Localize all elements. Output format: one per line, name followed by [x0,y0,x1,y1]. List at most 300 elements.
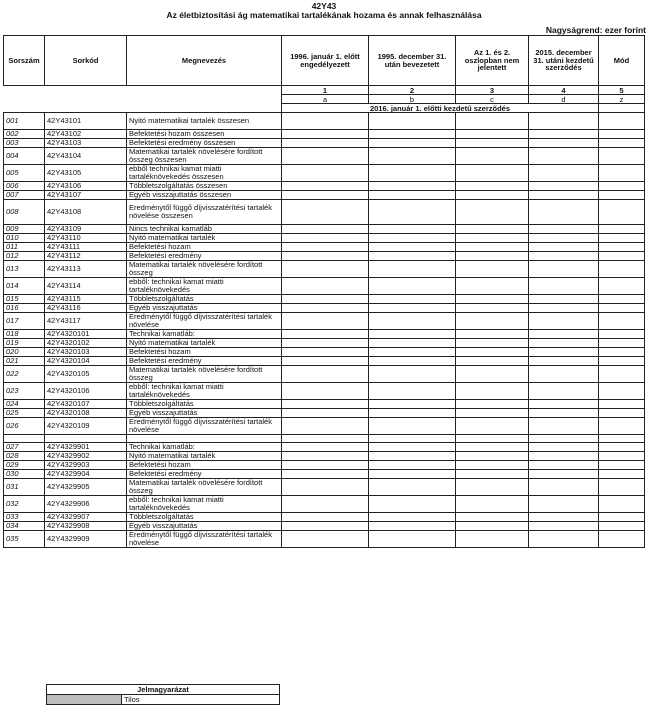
value-cell-mod[interactable] [599,243,645,252]
value-cell-col3[interactable] [456,452,529,461]
row-label: Befektetési hozam [127,348,282,357]
col-letter-z: z [599,95,645,104]
table-row [4,409,645,418]
value-cell-mod[interactable] [599,409,645,418]
value-cell-col3[interactable] [456,113,529,130]
value-cell-col2[interactable] [369,531,456,548]
header-sorszam: Sorszám [4,36,45,86]
value-cell-col1[interactable] [282,304,369,313]
value-cell-col1[interactable] [282,252,369,261]
table-row [4,139,645,148]
table-row [4,243,645,252]
value-cell-col4[interactable] [529,139,599,148]
row-code: 42Y4320109 [45,418,127,435]
row-number: 020 [4,348,45,357]
value-cell-col1[interactable] [282,418,369,435]
value-cell-col3[interactable] [456,295,529,304]
value-cell-col3[interactable] [456,139,529,148]
row-code: 42Y43114 [45,278,127,295]
col-number-5: 5 [599,86,645,95]
table-row [4,522,645,531]
value-cell-col4[interactable] [529,400,599,409]
value-cell-col4[interactable] [529,182,599,191]
row-number: 028 [4,452,45,461]
value-cell-col2[interactable] [369,130,456,139]
value-cell-col4[interactable] [529,443,599,452]
value-cell-col4[interactable] [529,130,599,139]
value-cell-mod[interactable] [599,522,645,531]
value-cell-col1[interactable] [282,234,369,243]
col-number-4: 4 [529,86,599,95]
value-cell-mod[interactable] [599,130,645,139]
header-sorkod: Sorkód [45,36,127,86]
value-cell-col3[interactable] [456,243,529,252]
row-number: 027 [4,443,45,452]
row-label: Eredménytől függő díjvisszatérítési tartalék növelése [127,531,282,548]
value-cell-col1[interactable] [282,261,369,278]
value-cell-col3[interactable] [456,182,529,191]
row-number: 019 [4,339,45,348]
table-row [4,278,645,295]
value-cell-col4[interactable] [529,261,599,278]
value-cell-col2[interactable] [369,261,456,278]
value-cell-col4[interactable] [529,304,599,313]
value-cell-col4[interactable] [529,496,599,513]
value-cell-col2[interactable] [369,470,456,479]
value-cell-col4[interactable] [529,531,599,548]
value-cell-col2[interactable] [369,295,456,304]
row-code: 42Y4320107 [45,400,127,409]
value-cell-mod[interactable] [599,470,645,479]
table-row [4,383,645,400]
value-cell-mod[interactable] [599,357,645,366]
value-cell-col1[interactable] [282,225,369,234]
value-cell-col2[interactable] [369,479,456,496]
table-row [4,234,645,243]
row-label: Befektetési eredmény [127,357,282,366]
table-row [4,182,645,191]
header-col3: Az 1. és 2. oszlopban nem jelentett [456,36,529,86]
value-cell-col2[interactable] [369,366,456,383]
table-row [4,113,645,130]
row-code: 42Y43106 [45,182,127,191]
value-cell-col4[interactable] [529,191,599,200]
value-cell-col2[interactable] [369,443,456,452]
row-label: ebből: technikai kamat miatti tartaléknövekedés [127,278,282,295]
value-cell-col1[interactable] [282,443,369,452]
row-number: 010 [4,234,45,243]
row-number: 004 [4,148,45,165]
value-cell-col4[interactable] [529,522,599,531]
section-title-mod [599,104,645,113]
value-cell-mod[interactable] [599,366,645,383]
table-row [4,461,645,470]
row-number: 015 [4,295,45,304]
legend-title: Jelmagyarázat [47,685,280,695]
header-megnevezes: Megnevezés [127,36,282,86]
spacer-cell [127,435,282,443]
legend [46,684,280,705]
value-cell-col3[interactable] [456,461,529,470]
row-number: 018 [4,330,45,339]
value-cell-col1[interactable] [282,531,369,548]
value-cell-col4[interactable] [529,200,599,225]
spacer-cell [282,435,369,443]
row-number: 035 [4,531,45,548]
value-cell-col4[interactable] [529,461,599,470]
row-code: 42Y43101 [45,113,127,130]
value-cell-col3[interactable] [456,409,529,418]
value-cell-col1[interactable] [282,139,369,148]
value-cell-col2[interactable] [369,357,456,366]
value-cell-col4[interactable] [529,148,599,165]
value-cell-col2[interactable] [369,496,456,513]
value-cell-col4[interactable] [529,409,599,418]
row-number: 024 [4,400,45,409]
row-code: 42Y43108 [45,200,127,225]
col-number-3: 3 [456,86,529,95]
value-cell-col4[interactable] [529,243,599,252]
data-table [3,35,645,548]
value-cell-col1[interactable] [282,383,369,400]
value-cell-col3[interactable] [456,383,529,400]
value-cell-col3[interactable] [456,531,529,548]
value-cell-col1[interactable] [282,409,369,418]
value-cell-col4[interactable] [529,252,599,261]
row-number: 033 [4,513,45,522]
value-cell-col1[interactable] [282,470,369,479]
row-code: 42Y4329905 [45,479,127,496]
spacer-row [4,435,645,443]
value-cell-col1[interactable] [282,295,369,304]
value-cell-col2[interactable] [369,339,456,348]
value-cell-col1[interactable] [282,522,369,531]
value-cell-col4[interactable] [529,383,599,400]
value-cell-col3[interactable] [456,234,529,243]
table-row [4,348,645,357]
value-cell-mod[interactable] [599,234,645,243]
value-cell-col4[interactable] [529,165,599,182]
row-code: 42Y4329903 [45,461,127,470]
value-cell-col3[interactable] [456,470,529,479]
row-label: Eredménytől függő díjvisszatérítési tartalék növelése [127,313,282,330]
value-cell-col2[interactable] [369,200,456,225]
table-row [4,304,645,313]
value-cell-mod[interactable] [599,191,645,200]
value-cell-col1[interactable] [282,330,369,339]
value-cell-col3[interactable] [456,200,529,225]
value-cell-mod[interactable] [599,261,645,278]
value-cell-col1[interactable] [282,313,369,330]
value-cell-col3[interactable] [456,418,529,435]
table-row [4,496,645,513]
value-cell-col1[interactable] [282,165,369,182]
row-code: 42Y43102 [45,130,127,139]
row-code: 42Y4320102 [45,339,127,348]
value-cell-mod[interactable] [599,339,645,348]
row-number: 026 [4,418,45,435]
value-cell-mod[interactable] [599,461,645,470]
row-code: 42Y4320103 [45,348,127,357]
value-cell-col2[interactable] [369,113,456,130]
value-cell-mod[interactable] [599,418,645,435]
value-cell-col3[interactable] [456,357,529,366]
value-cell-col4[interactable] [529,339,599,348]
value-cell-mod[interactable] [599,225,645,234]
row-number: 017 [4,313,45,330]
table-row [4,225,645,234]
value-cell-col2[interactable] [369,418,456,435]
row-label: Befektetési eredmény összesen [127,139,282,148]
value-cell-col4[interactable] [529,479,599,496]
value-cell-col2[interactable] [369,452,456,461]
header-spacer [4,86,282,113]
value-cell-col1[interactable] [282,130,369,139]
table-row [4,452,645,461]
row-number: 030 [4,470,45,479]
table-row [4,130,645,139]
value-cell-col3[interactable] [456,443,529,452]
value-cell-mod[interactable] [599,479,645,496]
row-number: 013 [4,261,45,278]
row-number: 007 [4,191,45,200]
row-code: 42Y4320104 [45,357,127,366]
value-cell-col3[interactable] [456,278,529,295]
value-cell-col4[interactable] [529,225,599,234]
table-row [4,443,645,452]
value-cell-col4[interactable] [529,295,599,304]
value-cell-col3[interactable] [456,252,529,261]
value-cell-col2[interactable] [369,409,456,418]
table-row [4,513,645,522]
row-label: Egyéb visszajuttatás [127,409,282,418]
row-code: 42Y43116 [45,304,127,313]
row-number: 022 [4,366,45,383]
row-code: 42Y4329904 [45,470,127,479]
col-number-1: 1 [282,86,369,95]
row-label: Technikai kamatláb: [127,443,282,452]
table-row [4,470,645,479]
value-cell-col1[interactable] [282,278,369,295]
value-cell-col3[interactable] [456,339,529,348]
spacer-cell [45,435,127,443]
value-cell-col4[interactable] [529,330,599,339]
value-cell-mod[interactable] [599,165,645,182]
header-col4: 2015. december 31. utáni kezdetű szerződés [529,36,599,86]
value-cell-col4[interactable] [529,357,599,366]
row-code: 42Y4329909 [45,531,127,548]
value-cell-col2[interactable] [369,234,456,243]
value-cell-col2[interactable] [369,191,456,200]
value-cell-col4[interactable] [529,470,599,479]
value-cell-mod[interactable] [599,383,645,400]
value-cell-col1[interactable] [282,366,369,383]
value-cell-mod[interactable] [599,304,645,313]
value-cell-col2[interactable] [369,522,456,531]
table-row [4,191,645,200]
row-code: 42Y43105 [45,165,127,182]
row-label: Egyéb visszajuttatás [127,304,282,313]
col-letter-a: a [282,95,369,104]
row-label: Nyitó matematikai tartalék összesen [127,113,282,130]
row-code: 42Y43112 [45,252,127,261]
row-number: 029 [4,461,45,470]
value-cell-mod[interactable] [599,400,645,409]
row-label: Többletszolgáltatás [127,295,282,304]
row-code: 42Y43113 [45,261,127,278]
row-code: 42Y43104 [45,148,127,165]
row-code: 42Y43109 [45,225,127,234]
value-cell-col2[interactable] [369,304,456,313]
value-cell-col3[interactable] [456,313,529,330]
row-number: 016 [4,304,45,313]
legend-label-tilos: Tilos [122,695,280,705]
value-cell-mod[interactable] [599,295,645,304]
value-cell-col3[interactable] [456,522,529,531]
value-cell-col2[interactable] [369,148,456,165]
value-cell-mod[interactable] [599,139,645,148]
value-cell-col3[interactable] [456,304,529,313]
table-row [4,339,645,348]
value-cell-col2[interactable] [369,165,456,182]
row-code: 42Y43103 [45,139,127,148]
row-label: Befektetési hozam [127,243,282,252]
table-row [4,148,645,165]
value-cell-col3[interactable] [456,225,529,234]
header-col2: 1995. december 31. után bevezetett [369,36,456,86]
value-cell-col1[interactable] [282,148,369,165]
value-cell-col1[interactable] [282,400,369,409]
value-cell-col3[interactable] [456,513,529,522]
value-cell-col1[interactable] [282,200,369,225]
spacer-cell [456,435,529,443]
value-cell-mod[interactable] [599,148,645,165]
value-cell-col2[interactable] [369,243,456,252]
value-cell-col1[interactable] [282,461,369,470]
value-cell-col2[interactable] [369,139,456,148]
row-code: 42Y43110 [45,234,127,243]
row-label: ebből: technikai kamat miatti tartaléknövekedés [127,383,282,400]
value-cell-col2[interactable] [369,383,456,400]
value-cell-col1[interactable] [282,182,369,191]
row-label: Nyitó matematikai tartalék [127,339,282,348]
row-number: 005 [4,165,45,182]
table-row [4,313,645,330]
row-code: 42Y43115 [45,295,127,304]
row-code: 42Y43117 [45,313,127,330]
value-cell-col2[interactable] [369,513,456,522]
value-cell-col1[interactable] [282,513,369,522]
row-number: 012 [4,252,45,261]
value-cell-mod[interactable] [599,313,645,330]
legend-swatch-tilos [47,695,122,705]
value-cell-col3[interactable] [456,479,529,496]
value-cell-col3[interactable] [456,130,529,139]
row-number: 006 [4,182,45,191]
col-letter-c: c [456,95,529,104]
value-cell-mod[interactable] [599,330,645,339]
value-cell-col3[interactable] [456,261,529,278]
value-cell-mod[interactable] [599,182,645,191]
value-cell-col2[interactable] [369,252,456,261]
table-row [4,295,645,304]
table-row [4,252,645,261]
value-cell-col3[interactable] [456,400,529,409]
row-number: 009 [4,225,45,234]
value-cell-col2[interactable] [369,182,456,191]
value-cell-col4[interactable] [529,278,599,295]
value-cell-col2[interactable] [369,461,456,470]
row-code: 42Y4320101 [45,330,127,339]
value-cell-col1[interactable] [282,479,369,496]
spacer-cell [4,435,45,443]
row-label: Egyéb visszajuttatás [127,522,282,531]
value-cell-mod[interactable] [599,348,645,357]
row-label: Többletszolgáltatás [127,513,282,522]
value-cell-col4[interactable] [529,366,599,383]
row-label: Matematikai tartalék növelésére fordított összeg összesen [127,148,282,165]
value-cell-mod[interactable] [599,531,645,548]
table-row [4,366,645,383]
value-cell-col3[interactable] [456,191,529,200]
value-cell-col4[interactable] [529,452,599,461]
value-cell-col1[interactable] [282,452,369,461]
value-cell-mod[interactable] [599,452,645,461]
value-cell-col4[interactable] [529,313,599,330]
value-cell-col2[interactable] [369,313,456,330]
value-cell-mod[interactable] [599,200,645,225]
value-cell-col2[interactable] [369,225,456,234]
value-cell-col1[interactable] [282,339,369,348]
value-cell-mod[interactable] [599,496,645,513]
value-cell-col2[interactable] [369,278,456,295]
value-cell-col1[interactable] [282,191,369,200]
value-cell-mod[interactable] [599,113,645,130]
value-cell-col1[interactable] [282,348,369,357]
value-cell-col4[interactable] [529,418,599,435]
row-label: Matematikai tartalék növelésére fordított összeg [127,366,282,383]
row-label: Befektetési eredmény [127,252,282,261]
value-cell-col2[interactable] [369,330,456,339]
value-cell-mod[interactable] [599,252,645,261]
value-cell-col2[interactable] [369,400,456,409]
value-cell-col3[interactable] [456,496,529,513]
row-label: Többletszolgáltatás összesen [127,182,282,191]
table-row [4,261,645,278]
value-cell-mod[interactable] [599,278,645,295]
value-cell-col1[interactable] [282,357,369,366]
value-cell-col1[interactable] [282,243,369,252]
value-cell-col4[interactable] [529,348,599,357]
value-cell-col2[interactable] [369,348,456,357]
value-cell-col4[interactable] [529,513,599,522]
row-label: Eredménytől függő díjvisszatérítési tartalék növelése összesen [127,200,282,225]
value-cell-mod[interactable] [599,513,645,522]
value-cell-col3[interactable] [456,366,529,383]
row-label: Nincs technikai kamatláb [127,225,282,234]
value-cell-col4[interactable] [529,113,599,130]
value-cell-col4[interactable] [529,234,599,243]
value-cell-col1[interactable] [282,113,369,130]
value-cell-col3[interactable] [456,148,529,165]
value-cell-col3[interactable] [456,348,529,357]
value-cell-mod[interactable] [599,443,645,452]
value-cell-col3[interactable] [456,330,529,339]
value-cell-col3[interactable] [456,165,529,182]
row-label: Eredménytől függő díjvisszatérítési tartalék növelése [127,418,282,435]
value-cell-col1[interactable] [282,496,369,513]
spacer-cell [599,435,645,443]
